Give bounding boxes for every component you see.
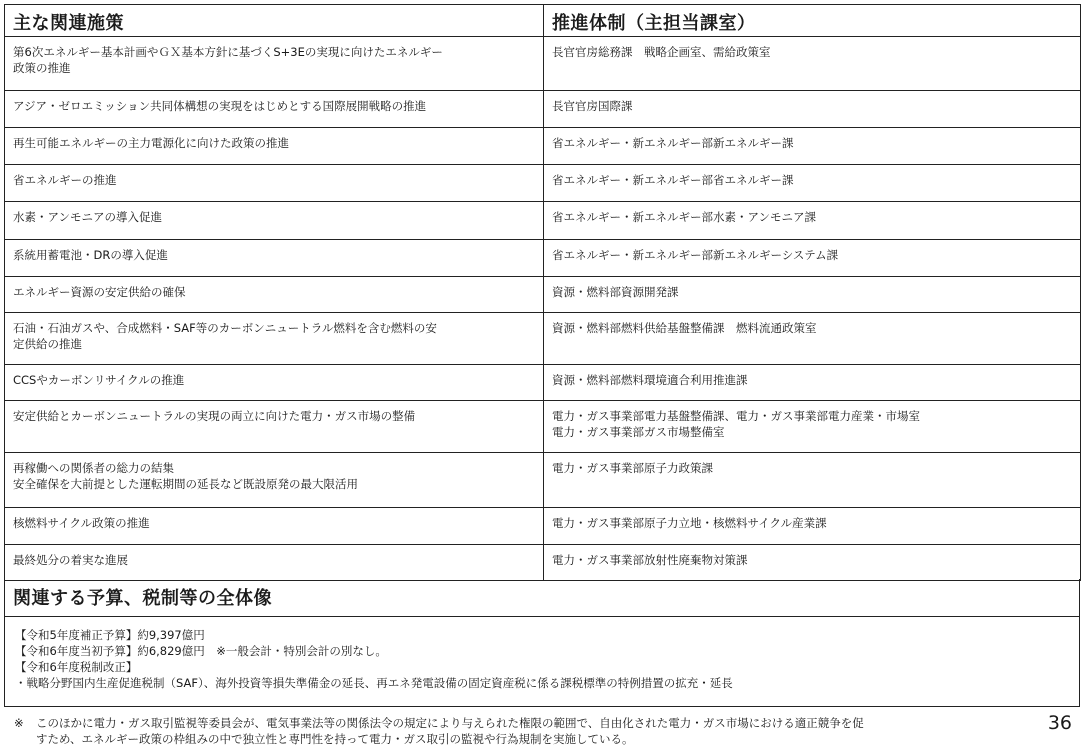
policy-cell-line: CCSやカーボンリサイクルの推進 — [13, 373, 185, 387]
policy-cell-line: 系統用蓄電池・DRの導入促進 — [13, 248, 168, 262]
office-cell-line: 電力・ガス事業部原子力立地・核燃料サイクル産業課 — [552, 516, 827, 530]
policy-cell — [5, 277, 544, 313]
office-cell-line: 省エネルギー・新エネルギー部省エネルギー課 — [552, 173, 794, 187]
footnote-line: すため、エネルギー政策の枠組みの中で独立性と専門性を持って電力・ガス取引の監視や行為規制を実施している。 — [36, 732, 634, 746]
policy-cell — [5, 545, 544, 581]
policy-cell-line: 水素・アンモニアの導入促進 — [13, 210, 163, 224]
policy-cell — [5, 91, 544, 128]
policy-cell — [5, 165, 544, 202]
office-cell — [544, 453, 1081, 508]
table-row — [5, 277, 1081, 313]
office-cell-line: 長官官房総務課 戦略企画室、需給政策室 — [552, 45, 771, 59]
policy-cell — [5, 240, 544, 277]
table-row — [5, 365, 1081, 401]
office-cell — [544, 91, 1081, 128]
footnote-mark: ※ — [14, 716, 24, 730]
footnote — [14, 715, 1044, 747]
office-cell — [544, 365, 1081, 401]
office-cell — [544, 545, 1081, 581]
budget-title: 関連する予算、税制等の全体像 — [5, 579, 1079, 617]
policy-cell — [5, 37, 544, 91]
policy-cell-line: 再稼働への関係者の総力の結集 — [13, 461, 174, 475]
policy-cell-line: 政策の推進 — [13, 61, 71, 75]
policy-cell-line: 核燃料サイクル政策の推進 — [13, 516, 150, 530]
policy-cell-line: 省エネルギーの推進 — [13, 173, 117, 187]
office-cell — [544, 401, 1081, 453]
table-row — [5, 240, 1081, 277]
policy-cell-line: 石油・石油ガスや、合成燃料・SAF等のカーボンニュートラル燃料を含む燃料の安 — [13, 321, 437, 335]
table-row — [5, 313, 1081, 365]
policy-table — [4, 4, 1081, 581]
budget-section — [4, 579, 1080, 707]
office-cell-line: 電力・ガス事業部電力基盤整備課、電力・ガス事業部電力産業・市場室 — [552, 409, 920, 423]
policy-cell — [5, 365, 544, 401]
page-number: 36 — [1047, 712, 1072, 734]
office-cell-line: 省エネルギー・新エネルギー部水素・アンモニア課 — [552, 210, 817, 224]
table-row — [5, 91, 1081, 128]
office-cell-line: 電力・ガス事業部ガス市場整備室 — [552, 425, 725, 439]
budget-line: 【令和6年度当初予算】約6,829億円 ※一般会計・特別会計の別なし。 — [15, 644, 387, 658]
office-cell-line: 電力・ガス事業部放射性廃棄物対策課 — [552, 553, 748, 567]
policy-cell — [5, 128, 544, 165]
policy-cell — [5, 453, 544, 508]
table-row — [5, 545, 1081, 581]
budget-body — [5, 617, 1079, 691]
office-cell — [544, 313, 1081, 365]
header-main-policies: 主な関連施策 — [5, 5, 544, 37]
policy-cell-line: 安定供給とカーボンニュートラルの実現の両立に向けた電力・ガス市場の整備 — [13, 409, 416, 423]
office-cell-line: 資源・燃料部燃料供給基盤整備課 燃料流通政策室 — [552, 321, 817, 335]
table-row — [5, 128, 1081, 165]
office-cell-line: 省エネルギー・新エネルギー部新エネルギー課 — [552, 136, 794, 150]
office-cell-line: 資源・燃料部燃料環境適合利用推進課 — [552, 373, 748, 387]
table-row — [5, 165, 1081, 202]
office-cell — [544, 277, 1081, 313]
office-cell — [544, 240, 1081, 277]
budget-line: 【令和6年度税制改正】 — [15, 660, 138, 674]
policy-cell-line: 再生可能エネルギーの主力電源化に向けた政策の推進 — [13, 136, 289, 150]
table-row — [5, 401, 1081, 453]
footnote-line: このほかに電力・ガス取引監視等委員会が、電気事業法等の関係法令の規定により与えられた権限の範囲で、自由化された電力・ガス市場における適正競争を促 — [36, 716, 864, 730]
office-cell — [544, 128, 1081, 165]
table-row — [5, 453, 1081, 508]
policy-cell — [5, 401, 544, 453]
policy-cell — [5, 508, 544, 545]
office-cell — [544, 202, 1081, 240]
policy-cell-line: エネルギー資源の安定供給の確保 — [13, 285, 186, 299]
office-cell — [544, 508, 1081, 545]
office-cell-line: 資源・燃料部資源開発課 — [552, 285, 679, 299]
table-row — [5, 508, 1081, 545]
table-body — [5, 37, 1081, 581]
policy-cell — [5, 313, 544, 365]
footnote-text — [14, 715, 1044, 747]
office-cell-line: 長官官房国際課 — [552, 99, 633, 113]
office-cell-line: 省エネルギー・新エネルギー部新エネルギーシステム課 — [552, 248, 839, 262]
table-header-row — [5, 5, 1081, 37]
table-row — [5, 37, 1081, 91]
header-responsible-office: 推進体制（主担当課室） — [544, 5, 1081, 37]
budget-line: ・戦略分野国内生産促進税制（SAF）、海外投資等損失準備金の延長、再エネ発電設備の固定資産税に係る課税標準の特例措置の拡充・延長 — [15, 676, 733, 690]
policy-cell-line: 定供給の推進 — [13, 337, 82, 351]
policy-cell-line: 安全確保を大前提とした運転期間の延長など既設原発の最大限活用 — [13, 477, 358, 491]
office-cell — [544, 165, 1081, 202]
policy-cell-line: 最終処分の着実な進展 — [13, 553, 128, 567]
policy-cell — [5, 202, 544, 240]
table-row — [5, 202, 1081, 240]
office-cell — [544, 37, 1081, 91]
budget-line: 【令和5年度補正予算】約9,397億円 — [15, 628, 205, 642]
policy-cell-line: アジア・ゼロエミッション共同体構想の実現をはじめとする国際展開戦略の推進 — [13, 99, 427, 113]
policy-cell-line: 第6次エネルギー基本計画やＧＸ基本方針に基づくS+3Eの実現に向けたエネルギー — [13, 45, 443, 59]
office-cell-line: 電力・ガス事業部原子力政策課 — [552, 461, 713, 475]
